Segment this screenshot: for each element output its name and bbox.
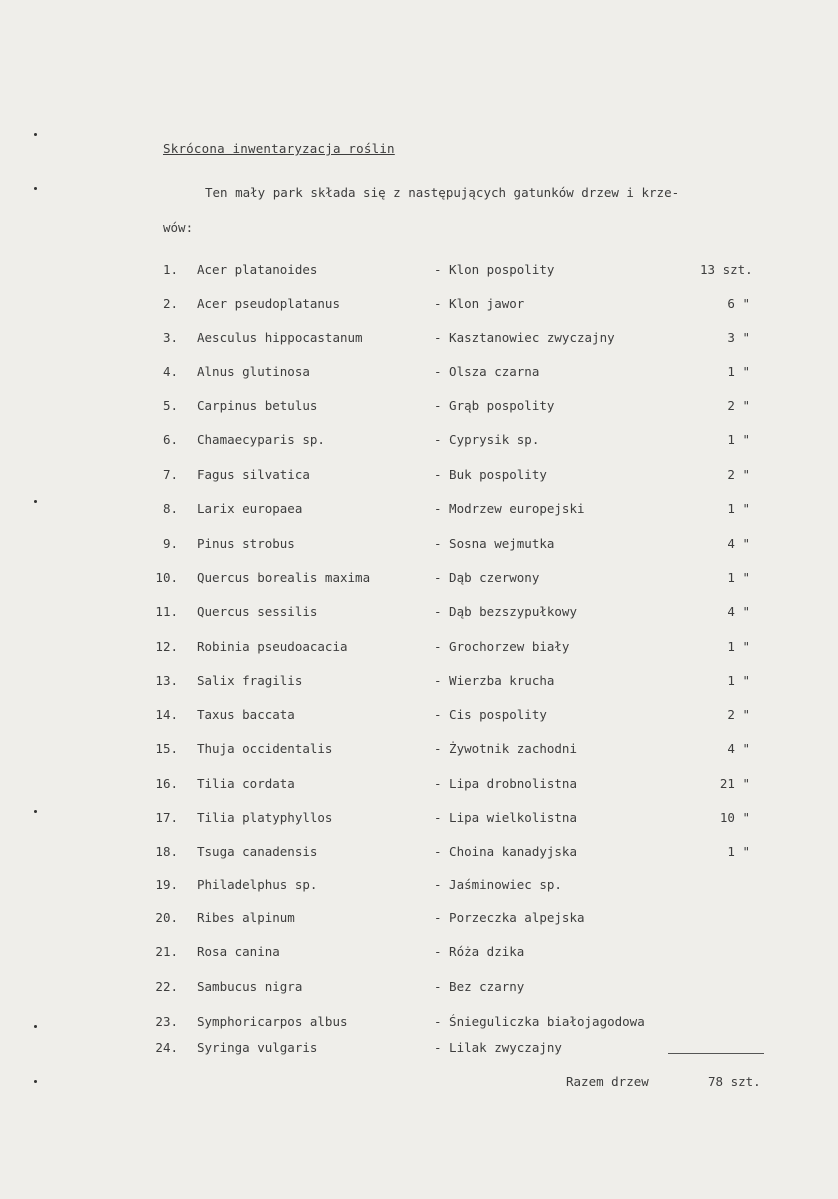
latin-name: Tilia platyphyllos [197, 810, 333, 825]
list-item [0, 432, 838, 452]
polish-name: - Kasztanowiec zwyczajny [434, 330, 615, 345]
list-item [0, 467, 838, 487]
quantity: 2 " [727, 707, 750, 722]
quantity: 1 " [727, 501, 750, 516]
polish-name: - Żywotnik zachodni [434, 741, 577, 756]
polish-name: - Śnieguliczka białojagodowa [434, 1014, 645, 1029]
item-number: 3. [162, 330, 178, 345]
list-item [0, 944, 838, 964]
polish-name: - Grochorzew biały [434, 639, 570, 654]
item-number: 8. [162, 501, 178, 516]
latin-name: Sambucus nigra [197, 979, 303, 994]
latin-name: Rosa canina [197, 944, 280, 959]
list-item [0, 776, 838, 796]
item-number: 11. [155, 604, 178, 619]
margin-mark [34, 187, 37, 190]
quantity: 6 " [727, 296, 750, 311]
item-number: 10. [155, 570, 178, 585]
intro-line-1: Ten mały park składa się z następujących gatunków drzew i krze- [205, 185, 680, 200]
list-item [0, 741, 838, 761]
latin-name: Acer platanoides [197, 262, 318, 277]
quantity: 3 " [727, 330, 750, 345]
list-item [0, 877, 838, 897]
list-item [0, 501, 838, 521]
polish-name: - Róża dzika [434, 944, 525, 959]
polish-name: - Dąb czerwony [434, 570, 540, 585]
latin-name: Symphoricarpos albus [197, 1014, 348, 1029]
item-number: 13. [155, 673, 178, 688]
item-number: 12. [155, 639, 178, 654]
list-item [0, 810, 838, 830]
quantity: 1 " [727, 844, 750, 859]
list-item [0, 570, 838, 590]
polish-name: - Wierzba krucha [434, 673, 555, 688]
document-title: Skrócona inwentaryzacja roślin [163, 141, 395, 156]
polish-name: - Porzeczka alpejska [434, 910, 585, 925]
quantity: 10 " [719, 810, 750, 825]
polish-name: - Klon pospolity [434, 262, 555, 277]
quantity: 1 " [727, 364, 750, 379]
item-number: 17. [155, 810, 178, 825]
item-number: 16. [155, 776, 178, 791]
latin-name: Ribes alpinum [197, 910, 295, 925]
list-item [0, 910, 838, 930]
latin-name: Chamaecyparis sp. [197, 432, 325, 447]
latin-name: Carpinus betulus [197, 398, 318, 413]
item-number: 19. [155, 877, 178, 892]
latin-name: Robinia pseudoacacia [197, 639, 348, 654]
list-item [0, 330, 838, 350]
item-number: 22. [155, 979, 178, 994]
polish-name: - Sosna wejmutka [434, 536, 555, 551]
latin-name: Aesculus hippocastanum [197, 330, 363, 345]
latin-name: Quercus sessilis [197, 604, 318, 619]
list-item [0, 262, 838, 282]
latin-name: Philadelphus sp. [197, 877, 318, 892]
latin-name: Thuja occidentalis [197, 741, 333, 756]
item-number: 18. [155, 844, 178, 859]
polish-name: - Grąb pospolity [434, 398, 555, 413]
latin-name: Acer pseudoplatanus [197, 296, 340, 311]
polish-name: - Jaśminowiec sp. [434, 877, 562, 892]
item-number: 15. [155, 741, 178, 756]
item-number: 21. [155, 944, 178, 959]
polish-name: - Buk pospolity [434, 467, 547, 482]
quantity: 4 " [727, 604, 750, 619]
intro-line-2: wów: [163, 220, 194, 235]
polish-name: - Bez czarny [434, 979, 525, 994]
item-number: 2. [162, 296, 178, 311]
latin-name: Tilia cordata [197, 776, 295, 791]
list-item [0, 673, 838, 693]
latin-name: Fagus silvatica [197, 467, 310, 482]
quantity: 21 " [719, 776, 750, 791]
latin-name: Taxus baccata [197, 707, 295, 722]
latin-name: Syringa vulgaris [197, 1040, 318, 1055]
polish-name: - Modrzew europejski [434, 501, 585, 516]
list-item [0, 604, 838, 624]
polish-name: - Lilak zwyczajny [434, 1040, 562, 1055]
list-item [0, 398, 838, 418]
polish-name: - Choina kanadyjska [434, 844, 577, 859]
polish-name: - Cyprysik sp. [434, 432, 540, 447]
list-item [0, 707, 838, 727]
list-item [0, 296, 838, 316]
item-number: 20. [155, 910, 178, 925]
item-number: 24. [155, 1040, 178, 1055]
list-item [0, 979, 838, 999]
polish-name: - Lipa wielkolistna [434, 810, 577, 825]
latin-name: Alnus glutinosa [197, 364, 310, 379]
list-item [0, 1014, 838, 1034]
polish-name: - Dąb bezszypułkowy [434, 604, 577, 619]
list-item [0, 844, 838, 864]
latin-name: Quercus borealis maxima [197, 570, 371, 585]
polish-name: - Klon jawor [434, 296, 525, 311]
quantity: 1 " [727, 673, 750, 688]
latin-name: Pinus strobus [197, 536, 295, 551]
list-item [0, 1040, 838, 1060]
item-number: 14. [155, 707, 178, 722]
list-item [0, 536, 838, 556]
item-number: 23. [155, 1014, 178, 1029]
list-item [0, 639, 838, 659]
quantity: 4 " [727, 741, 750, 756]
margin-mark [34, 133, 37, 136]
quantity: 1 " [727, 639, 750, 654]
quantity: 13 szt. [700, 262, 753, 277]
latin-name: Salix fragilis [197, 673, 303, 688]
quantity: 2 " [727, 398, 750, 413]
total-rule [668, 1053, 764, 1054]
list-item [0, 364, 838, 384]
margin-mark [34, 1080, 37, 1083]
item-number: 7. [162, 467, 178, 482]
total-label: Razem drzew [566, 1074, 649, 1089]
polish-name: - Lipa drobnolistna [434, 776, 577, 791]
quantity: 1 " [727, 570, 750, 585]
item-number: 9. [162, 536, 178, 551]
total-value: 78 szt. [708, 1074, 761, 1089]
latin-name: Tsuga canadensis [197, 844, 318, 859]
quantity: 1 " [727, 432, 750, 447]
item-number: 1. [162, 262, 178, 277]
item-number: 6. [162, 432, 178, 447]
polish-name: - Cis pospolity [434, 707, 547, 722]
polish-name: - Olsza czarna [434, 364, 540, 379]
item-number: 5. [162, 398, 178, 413]
latin-name: Larix europaea [197, 501, 303, 516]
quantity: 2 " [727, 467, 750, 482]
quantity: 4 " [727, 536, 750, 551]
item-number: 4. [162, 364, 178, 379]
